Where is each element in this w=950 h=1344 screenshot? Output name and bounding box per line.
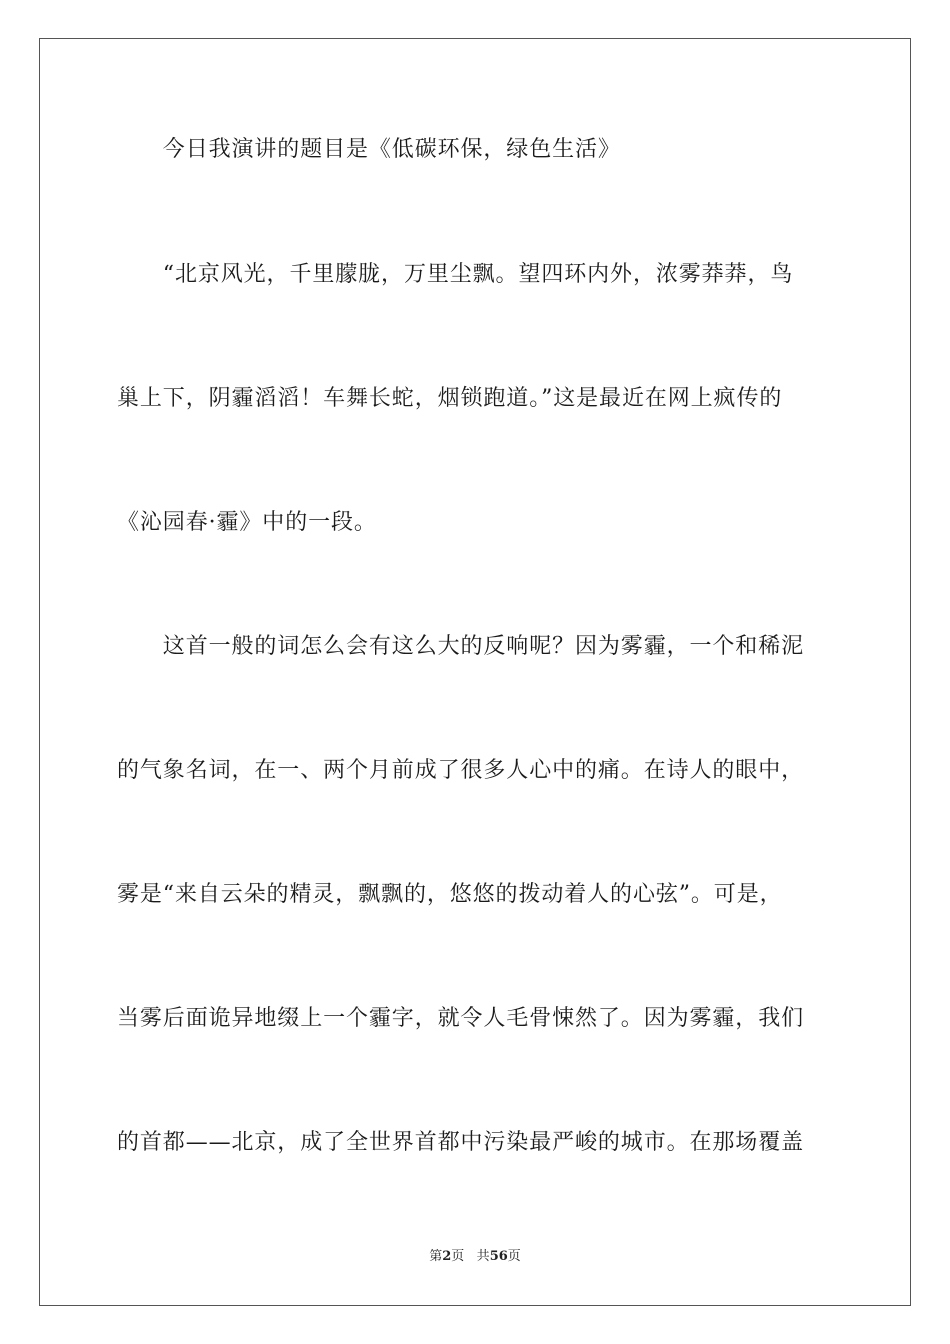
paragraph-line: 的首都——北京，成了全世界首都中污染最严峻的城市。在那场覆盖 — [117, 1130, 805, 1155]
paragraph-line: 巢上下，阴霾滔滔！车舞长蛇，烟锁跑道。”这是最近在网上疯传的 — [117, 386, 783, 411]
paragraph-line: “北京风光，千里朦胧，万里尘飘。望四环内外，浓雾莽莽，鸟 — [117, 262, 794, 287]
total-pages: 56 — [489, 1249, 508, 1264]
page-number: 2 — [442, 1249, 452, 1264]
page-footer — [0, 1248, 950, 1266]
paragraph-line: 这首一般的词怎么会有这么大的反响呢？因为雾霾，一个和稀泥 — [117, 634, 805, 659]
paragraph-line: 当雾后面诡异地缀上一个霾字，就令人毛骨悚然了。因为雾霾，我们 — [117, 1006, 805, 1031]
page-suffix: 页 — [451, 1249, 465, 1264]
paragraph-line: 今日我演讲的题目是《低碳环保，绿色生活》 — [117, 137, 621, 162]
page-border — [39, 38, 911, 1306]
paragraph-line: 雾是“来自云朵的精灵，飘飘的，悠悠的拨动着人的心弦”。可是， — [117, 882, 783, 907]
paragraph-line: 的气象名词，在一、两个月前成了很多人心中的痛。在诗人的眼中， — [117, 758, 805, 783]
paragraph-line: 《沁园春·霾》中的一段。 — [117, 510, 377, 535]
total-prefix: 共 — [476, 1249, 490, 1264]
page-prefix: 第 — [429, 1249, 443, 1264]
total-suffix: 页 — [507, 1249, 521, 1264]
